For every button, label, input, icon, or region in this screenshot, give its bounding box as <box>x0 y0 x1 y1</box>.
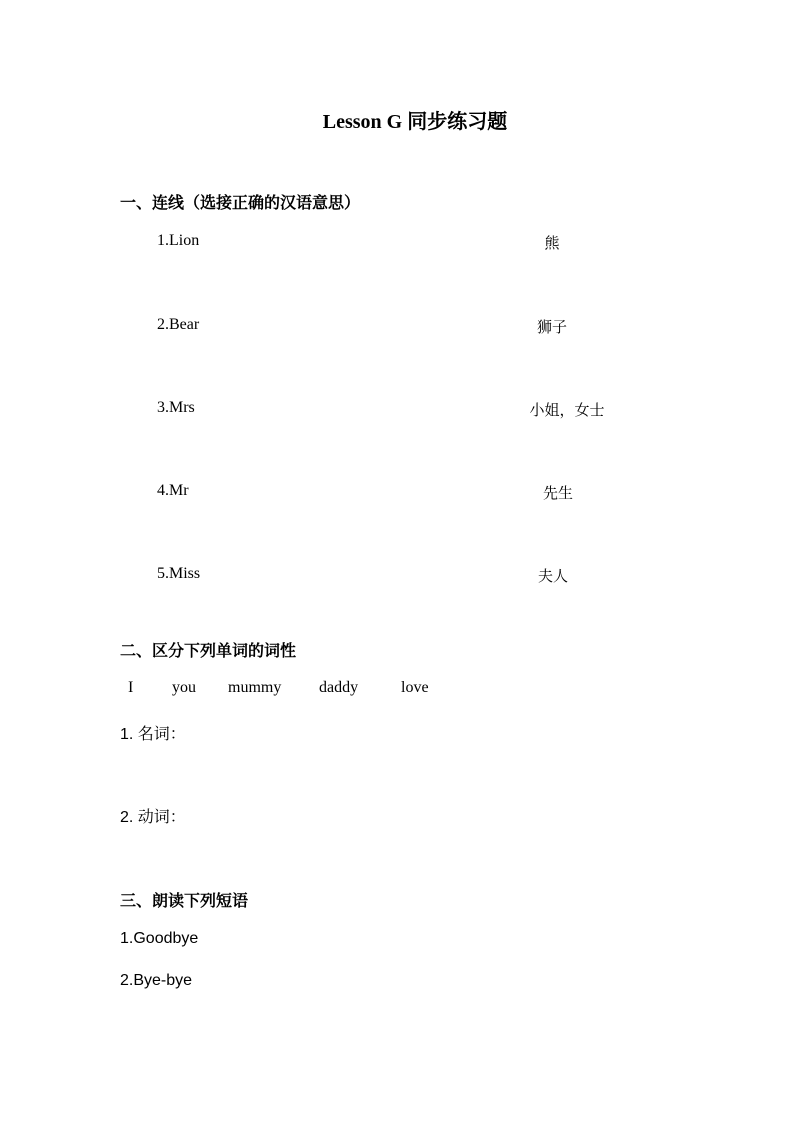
match-chinese-1: 熊 <box>544 236 560 252</box>
word-item: daddy <box>319 679 359 696</box>
section-3-heading: 三、朗读下列短语 <box>120 893 249 910</box>
match-chinese-5: 夫人 <box>537 569 568 585</box>
phrase-item-1: 1.Goodbye <box>120 930 199 947</box>
section-2-heading: 二、区分下列单词的词性 <box>120 643 297 660</box>
match-chinese-2: 狮子 <box>536 320 567 336</box>
noun-answer-label: 1. 名词： <box>120 726 186 743</box>
match-english-4: 4.Mr <box>157 482 189 499</box>
page-title: Lesson G 同步练习题 <box>322 111 508 133</box>
word-item: I <box>128 679 134 696</box>
word-item: love <box>401 679 429 696</box>
match-chinese-3: 小姐，女士 <box>529 403 605 419</box>
word-item: you <box>172 679 196 696</box>
match-english-5: 5.Miss <box>157 565 201 582</box>
word-item: mummy <box>228 679 282 696</box>
match-english-3: 3.Mrs <box>157 399 195 416</box>
match-english-1: 1.Lion <box>157 232 200 249</box>
match-chinese-4: 先生 <box>542 486 573 502</box>
phrase-item-2: 2.Bye-bye <box>120 972 193 989</box>
section-1-heading: 一、连线（选接正确的汉语意思） <box>120 195 361 212</box>
match-english-2: 2.Bear <box>157 316 200 333</box>
verb-answer-label: 2. 动词： <box>120 809 186 826</box>
